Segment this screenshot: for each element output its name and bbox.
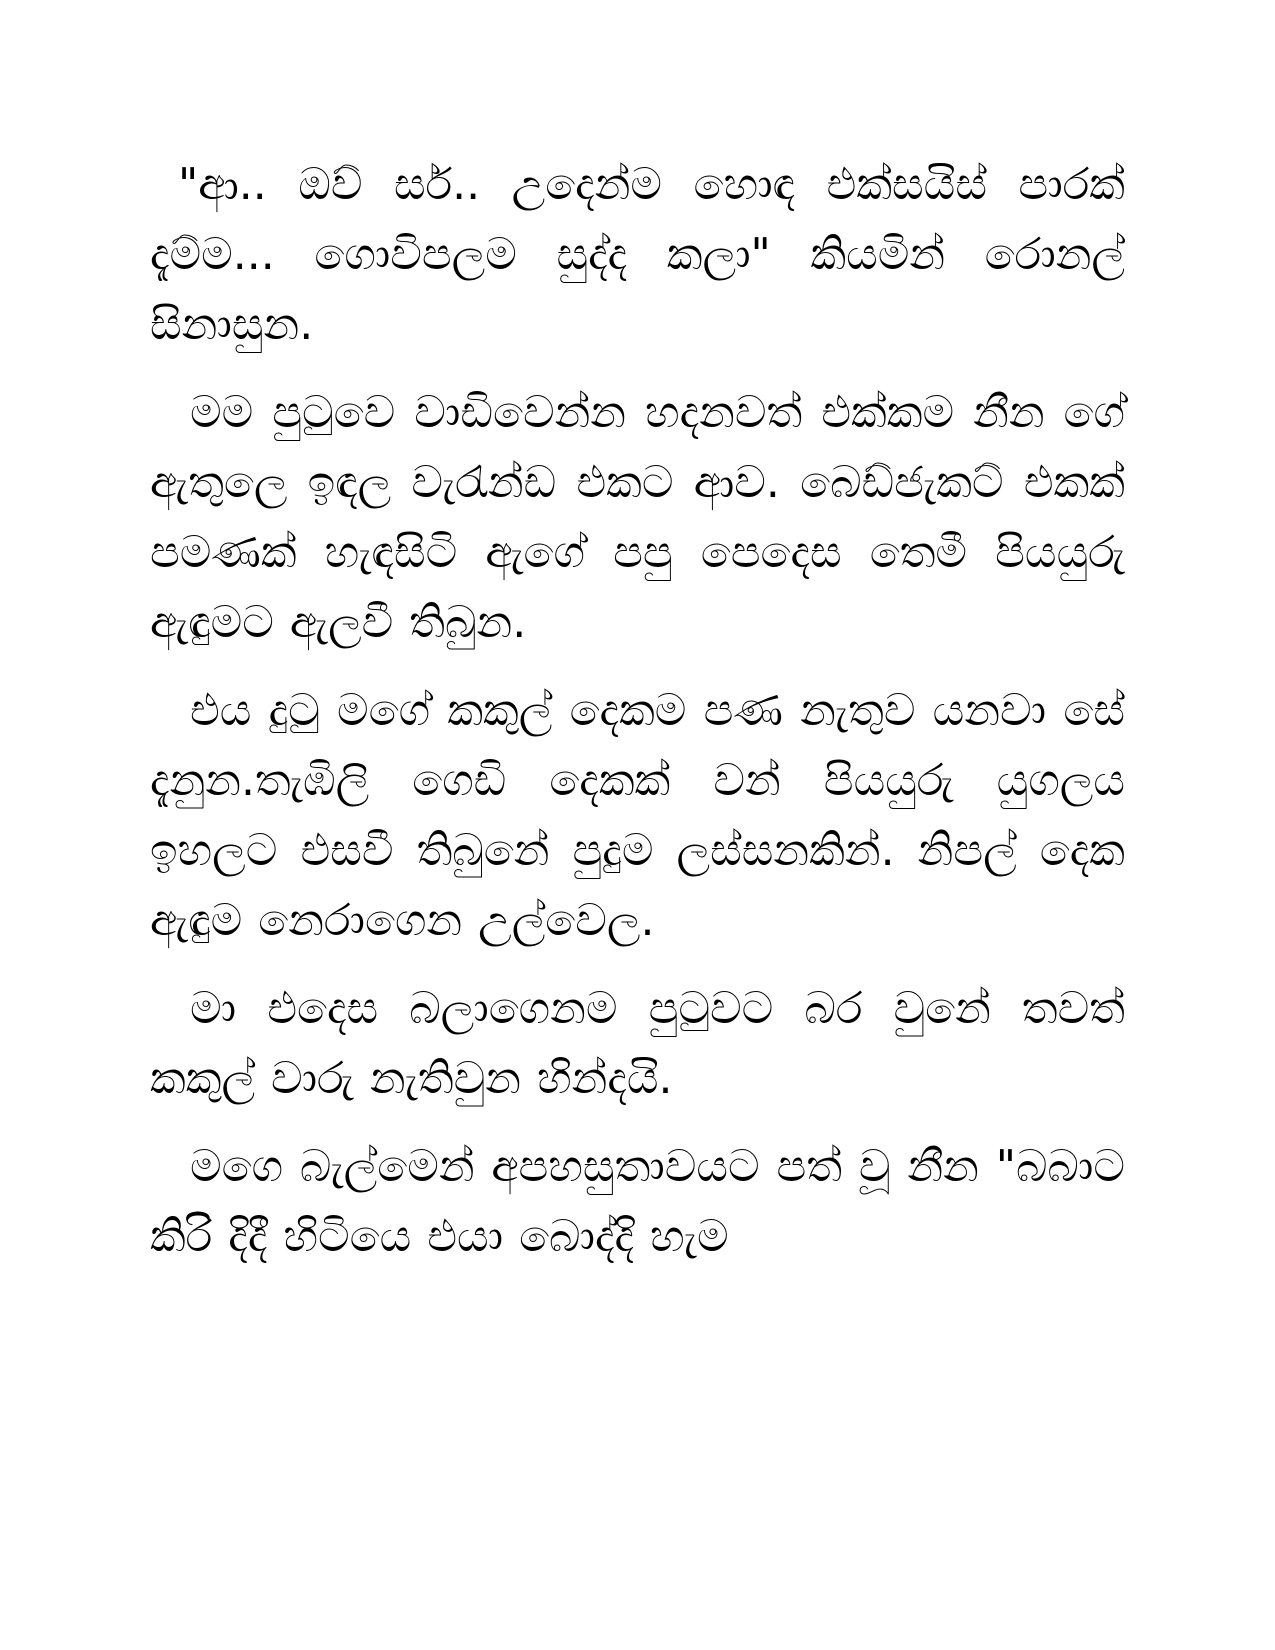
body-text (150, 150, 1125, 1290)
paragraph-3: එය දුටු මගේ කකුල් දෙකම පණ නැතුව යනවා සේ දැනුන.තැඹිලි ගෙඩි දෙකක් වන් පියයුරු යුගලය ඉහලට එසවී තිබුනේ පුදුම ලස්සනකින්. නිපල් දෙක ඇඳුම නෙරාගෙන උල්වෙල. (150, 685, 1125, 946)
paragraph-1: "ආ.. ඔව් සර්.. උදෙන්ම හොඳ එක්සයිස් පාරක් දැම්ම... ගොවිපලම සුද්ද කලා" කියමින් රොනල් සිනාසුන. (150, 159, 1125, 350)
paragraph-2: මම පුටුවෙ වාඩිවෙන්න හදනවත් එක්කම නීන ගේ ඇතුලෙ ඉඳල වැරැන්ඩ එකට ආව. බෙඩ්ජැකට් එකක් පමණක් හැඳසිටි ඇගේ පපු පෙදෙස තෙමී පියයුරු ඇඳුමට ඇලවී තිබුන. (150, 387, 1125, 648)
paragraph-4: මා එදෙස බලාගෙනම පුටුවට බර වුනේ තවත් කකුල් වාරු නැතිවුන හින්දයි. (150, 983, 1125, 1104)
paragraph-5: මගෙ බැල්මෙන් අපහසුතාවයට පත් වූ නීන "බබාට කිරි දිදී හිටියෙ එයා බොද්දි හැම (150, 1141, 1125, 1262)
